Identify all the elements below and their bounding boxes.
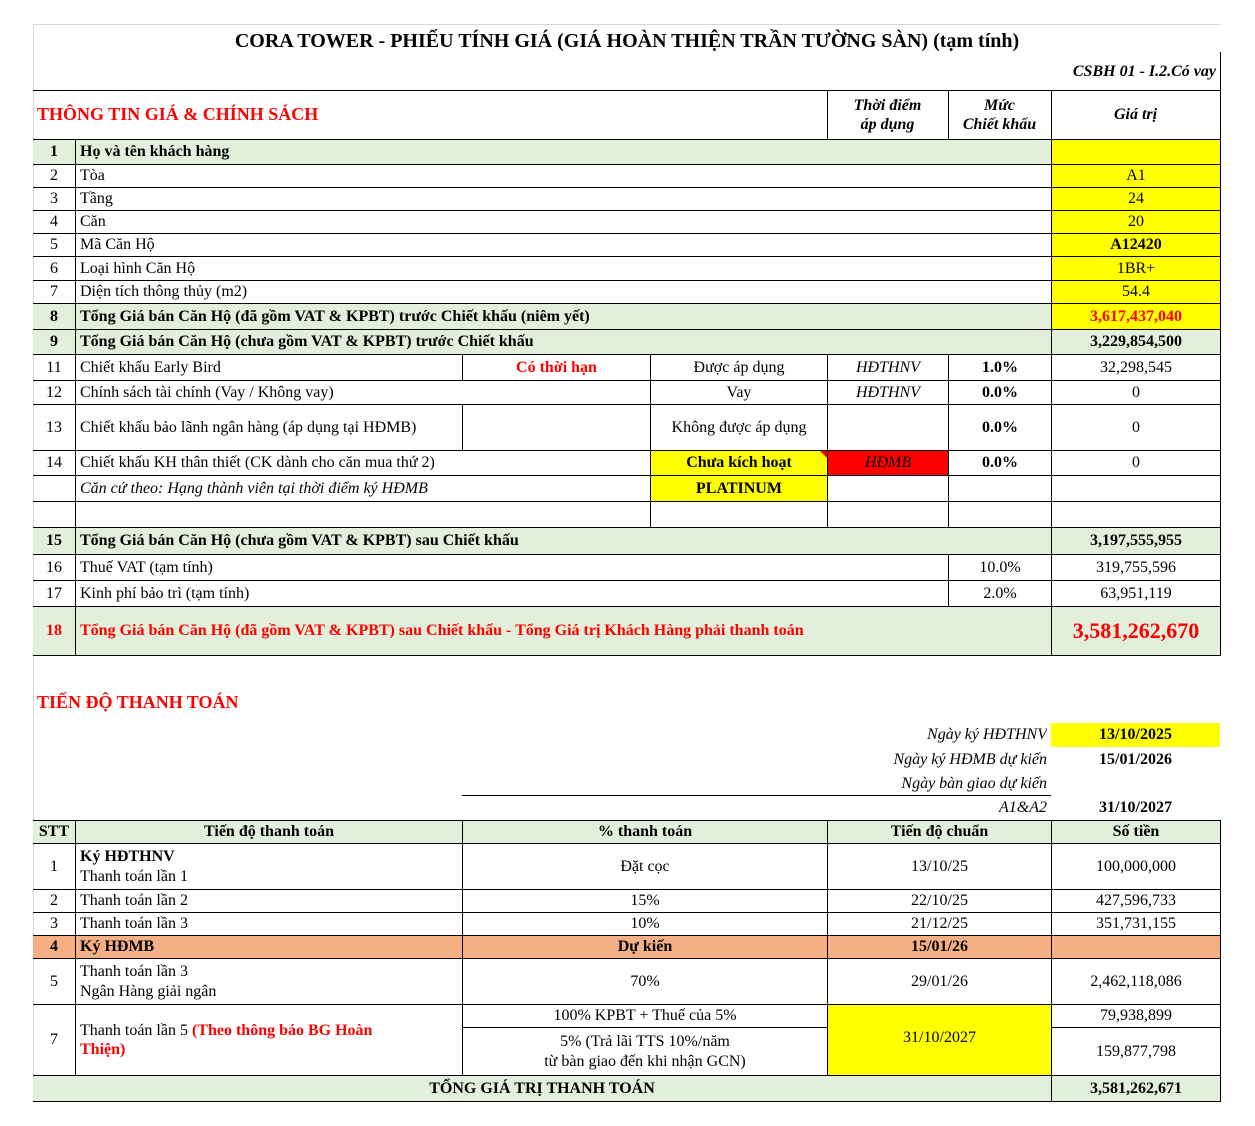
- finance-policy-status[interactable]: Vay: [726, 383, 752, 401]
- maintenance-fee-label: Kinh phí bảo trì (tạm tính): [80, 584, 250, 602]
- schedule-row-pct-b: [463, 1028, 827, 1075]
- schedule-row-pct: 10%: [630, 915, 660, 933]
- schedule-row-pct-b1: 5% (Trả lãi TTS 10%/năm: [560, 1033, 730, 1051]
- schedule-row-amount-a: 79,938,899: [1100, 1007, 1172, 1025]
- bank-guarantee-rate: 0.0%: [982, 418, 1018, 436]
- schedule-row-date: 21/12/25: [911, 915, 968, 933]
- schedule-col-stt: STT: [38, 823, 70, 841]
- schedule-row-pct: Đặt cọc: [620, 857, 670, 875]
- row-no: 6: [50, 259, 58, 277]
- row-no: 12: [46, 383, 62, 401]
- schedule-row-amount-b: 159,877,798: [1096, 1042, 1176, 1060]
- finance-policy-time: HĐTHNV: [855, 383, 920, 401]
- schedule-row-pct: 15%: [630, 892, 660, 910]
- tower-label: Tòa: [80, 167, 105, 185]
- bank-guarantee-time: [828, 405, 948, 450]
- schedule-row-amount: 351,731,155: [1096, 915, 1176, 933]
- schedule-row-no: 7: [50, 1031, 58, 1049]
- schedule-section-title: TIẾN ĐỘ THANH TOÁN: [37, 692, 239, 713]
- schedule-row-pct: 70%: [630, 972, 660, 990]
- vat-rate: 10.0%: [979, 558, 1021, 576]
- schedule-col-progress: Tiến độ thanh toán: [204, 823, 334, 841]
- schedule-row-note: (Theo thông báo BG Hoàn: [191, 1021, 373, 1039]
- row-no: 5: [50, 236, 58, 254]
- row-no: 18: [46, 622, 62, 640]
- schedule-row-label: Thanh toán lần 3: [80, 915, 188, 933]
- row-no: 15: [46, 532, 62, 550]
- loyal-customer-time: HĐMB: [864, 454, 912, 472]
- bank-guarantee-label: Chiết khấu bảo lãnh ngân hàng (áp dụng tại HĐMB): [80, 418, 417, 436]
- schedule-row-amount: 100,000,000: [1096, 857, 1176, 875]
- schedule-row-amount: 427,596,733: [1096, 892, 1176, 910]
- grand-total-label: Tổng Giá bán Căn Hộ (đã gồm VAT & KPBT) sau Chiết khấu - Tổng Giá trị Khách Hàng phải thanh toán: [80, 622, 804, 640]
- date-label-hdmb: Ngày ký HĐMB dự kiến: [893, 751, 1047, 769]
- early-bird-label: Chiết khấu Early Bird: [80, 358, 221, 376]
- net-price-before-discount-value: 3,229,854,500: [1090, 333, 1182, 351]
- loyal-customer-value: 0: [1132, 454, 1140, 472]
- row-no: 3: [50, 190, 58, 208]
- bank-guarantee-value: 0: [1132, 418, 1140, 436]
- customer-name-label: Họ và tên khách hàng: [80, 143, 230, 161]
- loyal-customer-status: Chưa kích hoạt: [686, 454, 792, 472]
- row-no: 7: [50, 283, 58, 301]
- area-label: Diện tích thông thủy (m2): [80, 283, 248, 301]
- schedule-row-no: 5: [50, 972, 58, 990]
- schedule-row-date: 29/01/26: [911, 972, 968, 990]
- schedule-row-pct-a: 100% KPBT + Thuế của 5%: [553, 1007, 737, 1025]
- row-no: 1: [50, 143, 58, 161]
- schedule-row-amount: 2,462,118,086: [1090, 972, 1182, 990]
- net-price-before-discount-label: Tổng Giá bán Căn Hộ (chưa gồm VAT & KPBT) trước Chiết khấu: [80, 333, 534, 351]
- early-bird-status: Được áp dụng: [693, 358, 785, 376]
- net-price-after-discount-label: Tổng Giá bán Căn Hộ (chưa gồm VAT & KPBT) sau Chiết khấu: [80, 532, 519, 550]
- schedule-row-label: Ký HĐMB: [80, 938, 155, 956]
- row-no: 8: [50, 307, 58, 325]
- net-price-after-discount-value: 3,197,555,955: [1090, 532, 1182, 550]
- row-no: 2: [50, 167, 58, 185]
- schedule-row-label: Thanh toán lần 2: [80, 892, 188, 910]
- schedule-row-date: 22/10/25: [911, 892, 968, 910]
- maintenance-fee-value: 63,951,119: [1100, 584, 1172, 602]
- date-value-a1a2: 31/10/2027: [1099, 799, 1172, 817]
- maintenance-fee-rate: 2.0%: [983, 584, 1017, 602]
- row-no: 17: [46, 584, 62, 602]
- vat-label: Thuế VAT (tạm tính): [80, 558, 213, 576]
- membership-tier: PLATINUM: [696, 479, 782, 497]
- row-no: 9: [50, 333, 58, 351]
- date-label-handover: Ngày bàn giao dự kiến: [901, 775, 1047, 793]
- row-no: 16: [46, 558, 62, 576]
- hdr-vline-2: [948, 90, 949, 139]
- schedule-total-value: 3,581,262,671: [1090, 1079, 1182, 1097]
- policy-code: CSBH 01 - I.2.Có vay: [1072, 63, 1216, 81]
- title-right-border: [1220, 52, 1221, 92]
- schedule-col-amount: Số tiền: [1112, 823, 1160, 841]
- early-bird-time: HĐTHNV: [855, 358, 920, 376]
- floor-value[interactable]: 24: [1128, 190, 1144, 208]
- pricing-section-title: THÔNG TIN GIÁ & CHÍNH SÁCH: [37, 104, 319, 125]
- date-value-hdthnv[interactable]: 13/10/2025: [1099, 726, 1172, 744]
- loyal-customer-label: Chiết khấu KH thân thiết (CK dành cho căn mua thứ 2): [80, 454, 435, 472]
- membership-basis-label: Căn cứ theo: Hạng thành viên tại thời điểm ký HĐMB: [80, 479, 428, 497]
- schedule-row-no: 4: [50, 938, 58, 956]
- row-no: 4: [50, 213, 58, 231]
- schedule-col-date: Tiến độ chuẩn: [890, 823, 989, 841]
- finance-policy-value: 0: [1132, 383, 1140, 401]
- unit-type-value[interactable]: 1BR+: [1116, 259, 1156, 277]
- hline: [33, 655, 1221, 656]
- finance-policy-label: Chính sách tài chính (Vay / Không vay): [80, 383, 334, 401]
- col-header-time-line1: Thời điểm: [853, 96, 922, 114]
- area-value[interactable]: 54.4: [1122, 283, 1150, 301]
- schedule-row-date[interactable]: 31/10/2027: [903, 1029, 976, 1047]
- schedule-row-date: 15/01/26: [911, 938, 968, 956]
- date-label-hdthnv: Ngày ký HĐTHNV: [927, 726, 1047, 744]
- unit-code-label: Mã Căn Hộ: [80, 236, 155, 254]
- row-no: 14: [46, 454, 62, 472]
- early-bird-note: Có thời hạn: [516, 358, 597, 376]
- hline: [33, 1101, 1221, 1102]
- loyal-customer-rate: 0.0%: [982, 454, 1018, 472]
- schedule-row-no: 2: [50, 892, 58, 910]
- row-no: 13: [46, 418, 62, 436]
- date-value-hdmb: 15/01/2026: [1099, 751, 1172, 769]
- schedule-row-pct-b2: từ bàn giao đến khi nhận GCN): [544, 1052, 746, 1070]
- unit-type-label: Loại hình Căn Hộ: [80, 259, 196, 277]
- floor-label: Tầng: [80, 190, 113, 208]
- schedule-row-label: [76, 1005, 462, 1075]
- page-title: CORA TOWER - PHIẾU TÍNH GIÁ (GIÁ HOÀN THIỆN TRẦN TƯỜNG SÀN) (tạm tính): [234, 30, 1020, 52]
- early-bird-rate: 1.0%: [982, 358, 1018, 376]
- schedule-col-pct: % thanh toán: [597, 823, 693, 841]
- schedule-row-amount: [1052, 936, 1220, 958]
- hdr-vline-4: [1220, 90, 1221, 656]
- schedule-row-sub: Thanh toán lần 3: [80, 963, 188, 981]
- customer-name-value[interactable]: [1052, 140, 1220, 164]
- date-label-a1a2: A1&A2: [999, 799, 1047, 817]
- schedule-row-sub: Thanh toán lần 1: [80, 867, 188, 885]
- schedule-row-no: 3: [50, 915, 58, 933]
- schedule-row-title: Ký HĐTHNV: [80, 848, 175, 866]
- hdr-vline-1: [827, 90, 828, 139]
- bank-guarantee-status: Không được áp dụng: [671, 418, 807, 436]
- hdr-vline-3: [1051, 90, 1052, 139]
- comment-indicator-icon[interactable]: [820, 451, 827, 458]
- col-header-value: Giá trị: [1113, 106, 1158, 124]
- schedule-row-no: 1: [50, 857, 58, 875]
- schedule-total-label: TỔNG GIÁ TRỊ THANH TOÁN: [429, 1079, 655, 1097]
- outer-top-gridline: [33, 24, 1221, 25]
- schedule-row-note2: Thiện): [80, 1041, 126, 1058]
- hline: [33, 501, 1221, 502]
- listed-price-label: Tổng Giá bán Căn Hộ (đã gồm VAT & KPBT) trước Chiết khấu (niêm yết): [80, 307, 590, 325]
- unit-value[interactable]: 20: [1128, 213, 1144, 231]
- col-header-discount-line1: Mức: [984, 96, 1015, 114]
- col-header-discount-line2: Chiết khấu: [962, 116, 1037, 133]
- schedule-row-sub2: Ngân Hàng giải ngân: [80, 982, 217, 1000]
- vline: [1220, 820, 1221, 1102]
- finance-policy-rate: 0.0%: [982, 383, 1018, 401]
- schedule-row-sub: Thanh toán lần 5: [80, 1021, 188, 1039]
- schedule-row-label: [76, 844, 462, 889]
- schedule-row-pct: Dự kiến: [617, 938, 673, 956]
- schedule-row-date: 13/10/25: [911, 857, 968, 875]
- tower-value[interactable]: A1: [1126, 167, 1146, 185]
- vat-value: 319,755,596: [1096, 558, 1176, 576]
- col-header-time-line2: áp dụng: [860, 116, 915, 133]
- row-no: 11: [46, 358, 62, 376]
- grand-total-value: 3,581,262,670: [1072, 617, 1200, 643]
- vline-462b: [462, 404, 463, 450]
- early-bird-value: 32,298,545: [1100, 358, 1172, 376]
- col-header-time: [827, 91, 948, 139]
- col-header-discount: [948, 91, 1051, 139]
- schedule-row-label: [76, 959, 462, 1004]
- unit-label: Căn: [80, 213, 106, 231]
- listed-price-value: 3,617,437,040: [1090, 307, 1182, 325]
- unit-code-value[interactable]: A12420: [1110, 236, 1162, 254]
